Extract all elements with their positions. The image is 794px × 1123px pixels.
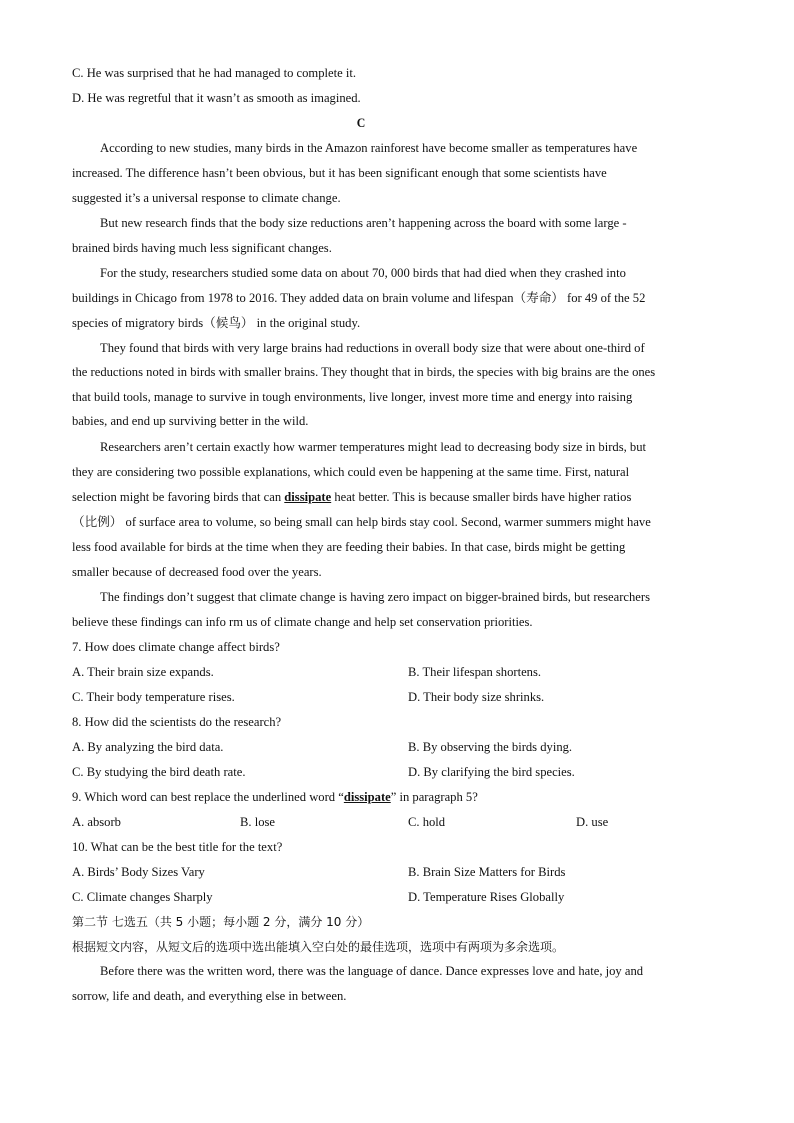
paragraph-3-line-1: For the study, researchers studied some data on about 70, 000 birds that had died when they crashed into <box>100 266 626 280</box>
underlined-word: dissipate <box>284 490 332 504</box>
paragraph-3-line-2: buildings in Chicago from 1978 to 2016. They added data on brain volume and lifespan（寿命） for 49 of the 52 <box>72 291 646 305</box>
section-2-paragraph-line-2: sorrow, life and death, and everything else in between. <box>72 989 347 1003</box>
paragraph-1-line-2: increased. The difference hasn’t been obvious, but it has been significant enough that some scientists have <box>72 166 607 180</box>
paragraph-2-line-2: brained birds having much less significant changes. <box>72 241 332 255</box>
question-8-option-c: C. By studying the bird death rate. <box>72 765 246 779</box>
paragraph-5-line-1: Researchers aren’t certain exactly how warmer temperatures might lead to decreasing body size in birds, but <box>100 440 646 454</box>
paragraph-4-line-2: the reductions noted in birds with smaller brains. They thought that in birds, the species with big brains are the ones <box>72 365 656 379</box>
passage-label: C <box>356 115 366 130</box>
question-7-option-a: A. Their brain size expands. <box>72 665 214 679</box>
question-7-stem: 7. How does climate change affect birds? <box>72 640 280 654</box>
question-10-stem: 10. What can be the best title for the text? <box>72 840 283 854</box>
question-9-option-d: D. use <box>576 815 609 829</box>
question-7-option-b: B. Their lifespan shortens. <box>408 665 542 679</box>
question-9-stem-post: ” in paragraph 5? <box>390 790 478 804</box>
paragraph-6-line-2: believe these findings can info rm us of climate change and help set conservation priorities. <box>72 615 533 629</box>
paragraph-1-line-3: suggested it’s a universal response to climate change. <box>72 191 341 205</box>
paragraph-5-line-3-post: heat better. This is because smaller birds have higher ratios <box>331 490 632 504</box>
option-c-prev: C. He was surprised that he had managed to complete it. <box>72 66 356 80</box>
paragraph-5-line-3 <box>72 489 631 505</box>
paragraph-3-line-3: species of migratory birds（候鸟） in the original study. <box>72 316 361 330</box>
paragraph-5-line-4: （比例） of surface area to volume, so being small can help birds stay cool. Second, warmer summers might have <box>72 515 651 529</box>
question-10-option-c: C. Climate changes Sharply <box>72 890 213 904</box>
question-9-option-c: C. hold <box>408 815 446 829</box>
paragraph-5-line-6: smaller because of decreased food over the years. <box>72 565 322 579</box>
paragraph-1-line-1: According to new studies, many birds in the Amazon rainforest have become smaller as temperatures have <box>100 141 638 155</box>
paragraph-4-line-1: They found that birds with very large brains had reductions in overall body size that were about one-third of <box>100 341 645 355</box>
paragraph-6-line-1: The findings don’t suggest that climate change is having zero impact on bigger-brained birds, but researchers <box>100 590 650 604</box>
question-7-option-d: D. Their body size shrinks. <box>408 690 545 704</box>
question-8-stem: 8. How did the scientists do the research? <box>72 715 282 729</box>
paragraph-4-line-4: babies, and end up surviving better in the wild. <box>72 414 309 428</box>
paragraph-5-line-5: less food available for birds at the time when they are feeding their babies. In that case, birds might be getting <box>72 540 626 554</box>
question-9-option-a: A. absorb <box>72 815 121 829</box>
question-7-option-c: C. Their body temperature rises. <box>72 690 235 704</box>
paragraph-5-line-2: they are considering two possible explanations, which could even be happening at the same time. First, natural <box>72 465 630 479</box>
question-9-underlined-word: dissipate <box>343 790 391 804</box>
question-8-option-a: A. By analyzing the bird data. <box>72 740 224 754</box>
paragraph-2-line-1: But new research finds that the body size reductions aren’t happening across the board with some large - <box>100 216 627 230</box>
question-10-option-b: B. Brain Size Matters for Birds <box>408 865 566 879</box>
paragraph-5-line-3-pre: selection might be favoring birds that can <box>72 490 285 504</box>
question-9-option-b: B. lose <box>240 815 275 829</box>
question-9-stem-pre: 9. Which word can best replace the underlined word “ <box>72 790 344 804</box>
option-d-prev: D. He was regretful that it wasn’t as smooth as imagined. <box>72 91 361 105</box>
section-heading: 第二节 七选五（共 5 小题；每小题 2 分，满分 10 分） <box>72 915 370 929</box>
question-9-stem <box>72 789 478 805</box>
question-10-option-d: D. Temperature Rises Globally <box>408 890 565 904</box>
paragraph-4-line-3: that build tools, manage to survive in tough environments, live longer, invest more time and energy into raising <box>72 390 633 404</box>
section-instruction: 根据短文内容，从短文后的选项中选出能填入空白处的最佳选项，选项中有两项为多余选项。 <box>72 940 565 954</box>
section-2-paragraph-line-1: Before there was the written word, there was the language of dance. Dance expresses love and hate, joy and <box>100 964 644 978</box>
question-8-option-b: B. By observing the birds dying. <box>408 740 573 754</box>
question-8-option-d: D. By clarifying the bird species. <box>408 765 575 779</box>
question-10-option-a: A. Birds’ Body Sizes Vary <box>72 865 205 879</box>
